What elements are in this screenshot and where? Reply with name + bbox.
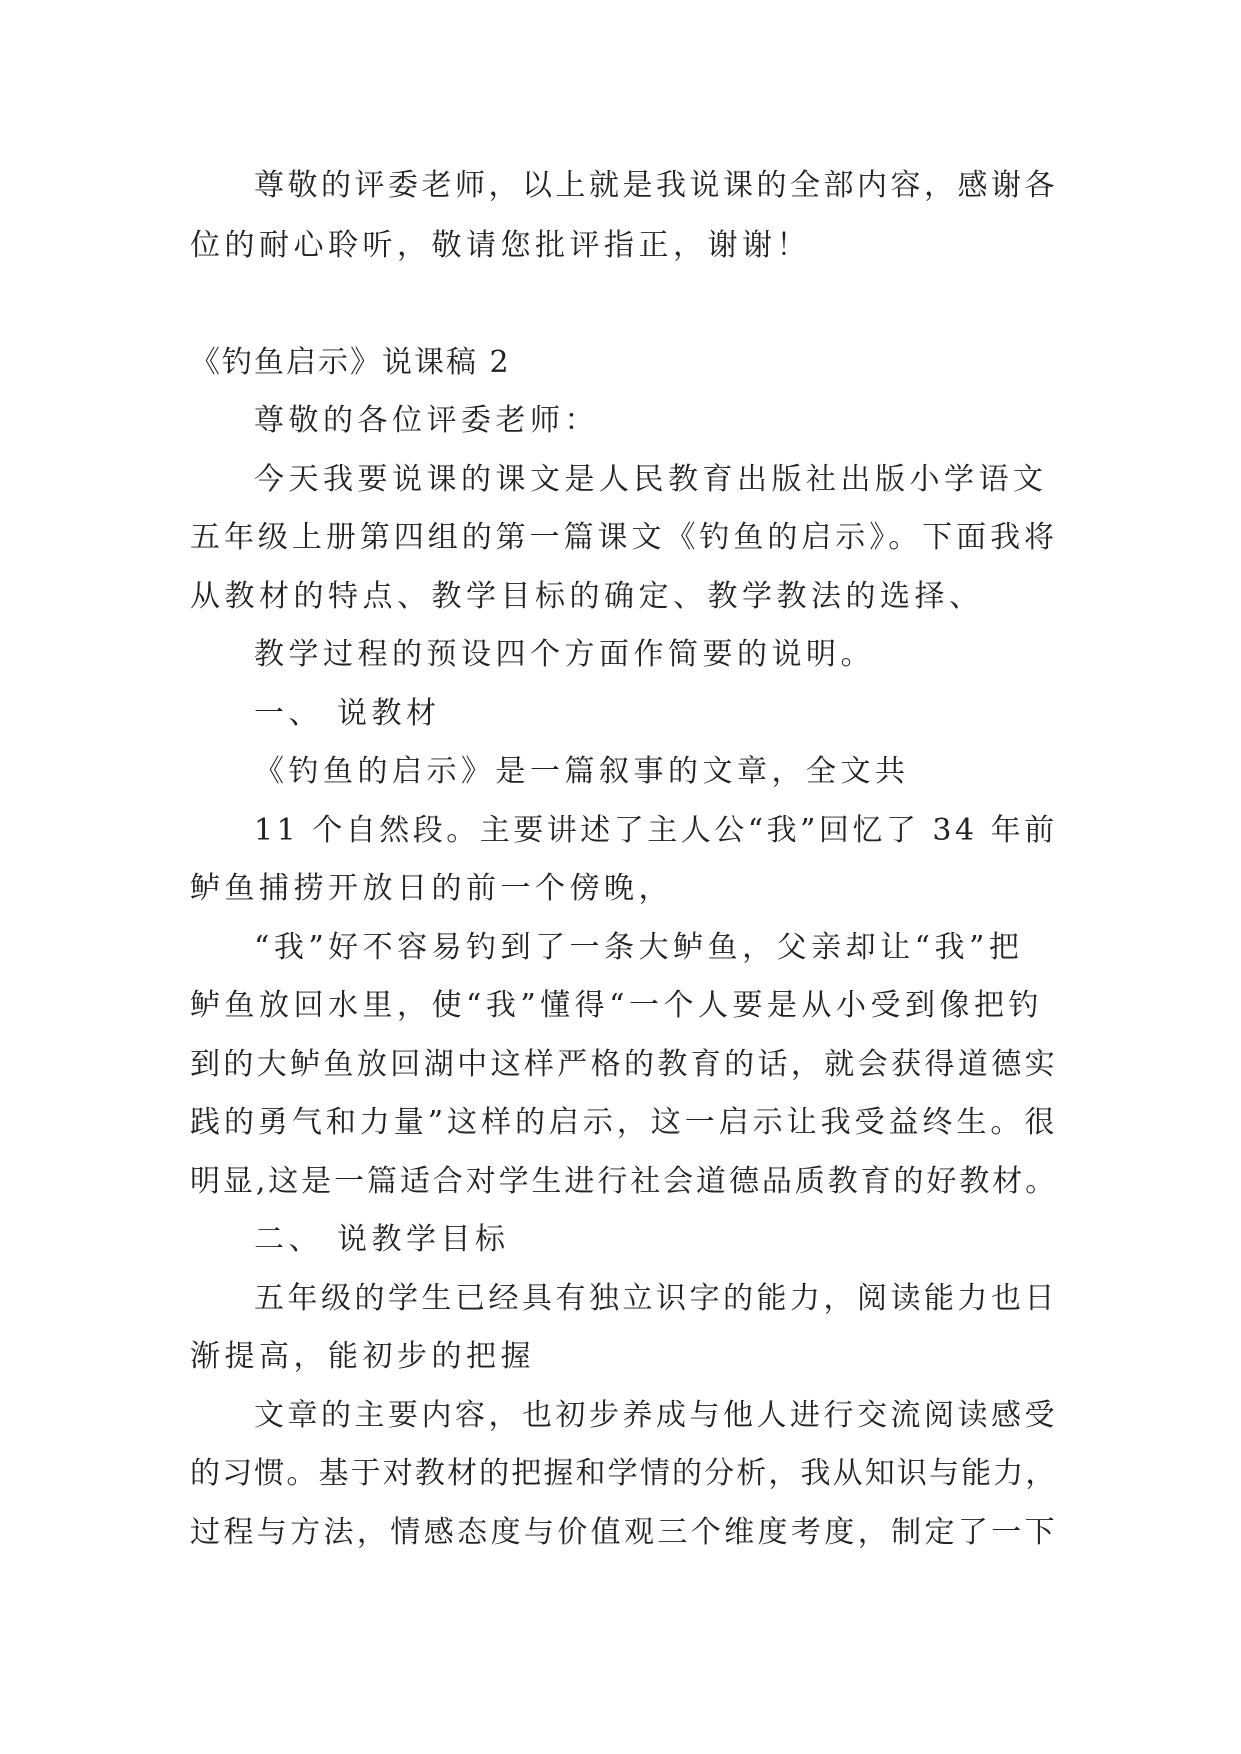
- paragraph-line: 的习惯。基于对教材的把握和学情的分析，我从知识与能力，: [190, 1456, 1058, 1491]
- intro-line-2: 位的耐心聆听，敬请您批评指正，谢谢！: [190, 228, 811, 263]
- paragraph-line: 今天我要说课的课文是人民教育出版社出版小学语文: [254, 462, 1048, 497]
- paragraph-line: 从教材的特点、教学目标的确定、教学教法的选择、: [190, 579, 984, 614]
- section-heading-1: 一、 说教材: [254, 696, 441, 731]
- paragraph-line: 过程与方法，情感态度与价值观三个维度考度，制定了一下: [190, 1515, 1058, 1550]
- paragraph-line: 鲈鱼捕捞开放日的前一个傍晚，: [190, 871, 673, 906]
- paragraph-line: 渐提高，能初步的把握: [190, 1339, 535, 1374]
- paragraph-line: 11 个自然段。主要讲述了主人公“我”回忆了 34 年前: [254, 813, 1058, 848]
- paragraph-line: “我”好不容易钓到了一条大鲈鱼，父亲却让“我”把: [254, 930, 1024, 965]
- paragraph-line: 《钓鱼的启示》是一篇叙事的文章，全文共: [254, 754, 910, 789]
- paragraph-line: 五年级的学生已经具有独立识字的能力，阅读能力也日: [254, 1281, 1058, 1316]
- paragraph-line: 教学过程的预设四个方面作简要的说明。: [254, 637, 875, 672]
- paragraph-line: 明显,这是一篇适合对学生进行社会道德品质教育的好教材。: [190, 1164, 1059, 1199]
- paragraph-line: 到的大鲈鱼放回湖中这样严格的教育的话，就会获得道德实: [190, 1047, 1058, 1082]
- paragraph-line: 践的勇气和力量”这样的启示，这一启示让我受益终生。很: [190, 1105, 1059, 1140]
- document-title: 《钓鱼启示》说课稿 2: [190, 345, 511, 380]
- intro-line-1: 尊敬的评委老师，以上就是我说课的全部内容，感谢各: [254, 168, 1058, 203]
- paragraph-line: 鲈鱼放回水里，使“我”懂得“一个人要是从小受到像把钓: [190, 988, 1044, 1023]
- salutation-line: 尊敬的各位评委老师：: [254, 403, 599, 438]
- paragraph-line: 文章的主要内容，也初步养成与他人进行交流阅读感受: [254, 1398, 1058, 1433]
- section-heading-2: 二、 说教学目标: [254, 1222, 510, 1257]
- paragraph-line: 五年级上册第四组的第一篇课文《钓鱼的启示》。下面我将: [190, 520, 1058, 555]
